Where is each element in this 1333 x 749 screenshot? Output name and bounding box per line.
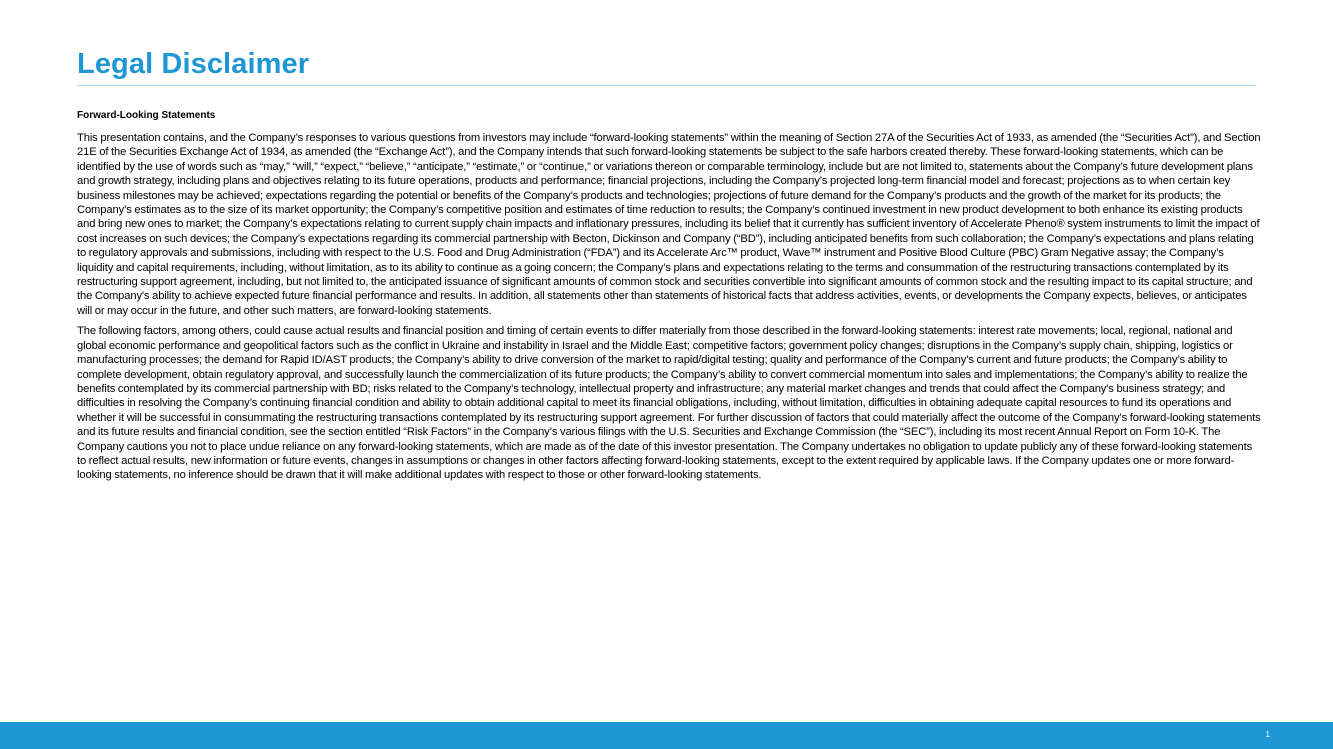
page-number: 1 bbox=[1265, 730, 1270, 739]
title-divider bbox=[77, 85, 1256, 86]
paragraph-forward-looking: This presentation contains, and the Company’s responses to various questions from investors may include “forward-looking statements” within the meaning of Section 27A of the Securities Act of 1933, as amended (the “Securities Act”), and Section 21E of the Securities Exchange Act of 1934, as amended (the “Exchange Act”), and the Company intends that such forward-looking statements be subject to the safe harbors created thereby. These forward-looking statements, which can be identified by the use of words such as “may,” “will,” “expect,” “believe,” “anticipate,” “estimate,” or “continue,” or variations thereon or comparable terminology, include but are not limited to, statements about the Company’s future development plans and growth strategy, including plans and objectives relating to its future operations, products and performance; financial projections, including the Company’s projected long-term financial model and forecast; projections as to when certain key business milestones may be achieved; expectations regarding the potential or benefits of the Company’s products and technologies; projections of future demand for the Company’s products and the growth of the market for its products; the Company’s estimates as to the size of its market opportunity; the Company’s competitive position and estimates of time reduction to results; the Company’s continued investment in new product development to both enhance its existing products and bring new ones to market; the Company’s expectations relating to current supply chain impacts and inflationary pressures, including its belief that it currently has sufficient inventory of Accelerate Pheno® system instruments to limit the impact of cost increases on such devices; the Company’s expectations regarding its commercial partnership with Becton, Dickinson and Company (“BD”), including anticipated benefits from such collaboration; the Company’s expectations and plans relating to regulatory approvals and submissions, including with respect to the U.S. Food and Drug Administration (“FDA”) and its Accelerate Arc™ product, Wave™ instrument and Positive Blood Culture (PBC) Gram Negative assay; the Company’s liquidity and capital requirements, including, without limitation, as to its ability to continue as a going concern; the Company’s plans and expectations relating to the terms and consummation of the restructuring transactions contemplated by its restructuring support agreement, including, but not limited to, the anticipated issuance of significant amounts of common stock and securities convertible into significant amounts of common stock and the resulting impact to its capital structure; and the Company's ability to achieve expected future financial performance and results. In addition, all statements other than statements of historical facts that address activities, events, or developments the Company expects, believes, or anticipates will or may occur in the future, and other such matters, are forward-looking statements. bbox=[77, 132, 1261, 317]
paragraph-risk-factors: The following factors, among others, could cause actual results and financial position and timing of certain events to differ materially from those described in the forward-looking statements: interest rate movements; local, regional, national and global economic performance and geopolitical factors such as the conflict in Ukraine and instability in Israel and the Middle East; competitive factors; government policy changes; disruptions in the Company’s supply chain, shipping, logistics or manufacturing processes; the demand for Rapid ID/AST products; the Company’s ability to drive conversion of the market to rapid/digital testing; quality and performance of the Company’s current and future products; the Company’s ability to complete development, obtain regulatory approval, and successfully launch the commercialization of its future products; the Company’s ability to convert commercial momentum into sales and implementations; the Company’s ability to realize the benefits contemplated by its commercial partnership with BD; risks related to the Company’s technology, intellectual property and infrastructure; any material market changes and trends that could affect the Company's business strategy; and difficulties in resolving the Company’s continuing financial condition and ability to obtain additional capital to meet its financial obligations, including, without limitation, difficulties in obtaining adequate capital resources to fund its operations and whether it will be successful in consummating the restructuring transactions contemplated by its restructuring support agreement. For further discussion of factors that could materially affect the outcome of the Company’s forward-looking statements and its future results and financial condition, see the section entitled “Risk Factors” in the Company’s various filings with the U.S. Securities and Exchange Commission (the “SEC”), including its most recent Annual Report on Form 10-K. The Company cautions you not to place undue reliance on any forward-looking statements, which are made as of the date of this investor presentation. The Company undertakes no obligation to update publicly any of these forward-looking statements to reflect actual results, new information or future events, changes in assumptions or changes in other factors affecting forward-looking statements, except to the extent required by applicable laws. If the Company updates one or more forward-looking statements, no inference should be drawn that it will make additional updates with respect to those or other forward-looking statements. bbox=[77, 325, 1261, 482]
page-title: Legal Disclaimer bbox=[77, 48, 310, 80]
footer-bar bbox=[0, 722, 1333, 749]
section-heading: Forward-Looking Statements bbox=[77, 110, 216, 121]
disclaimer-body bbox=[77, 109, 1261, 489]
